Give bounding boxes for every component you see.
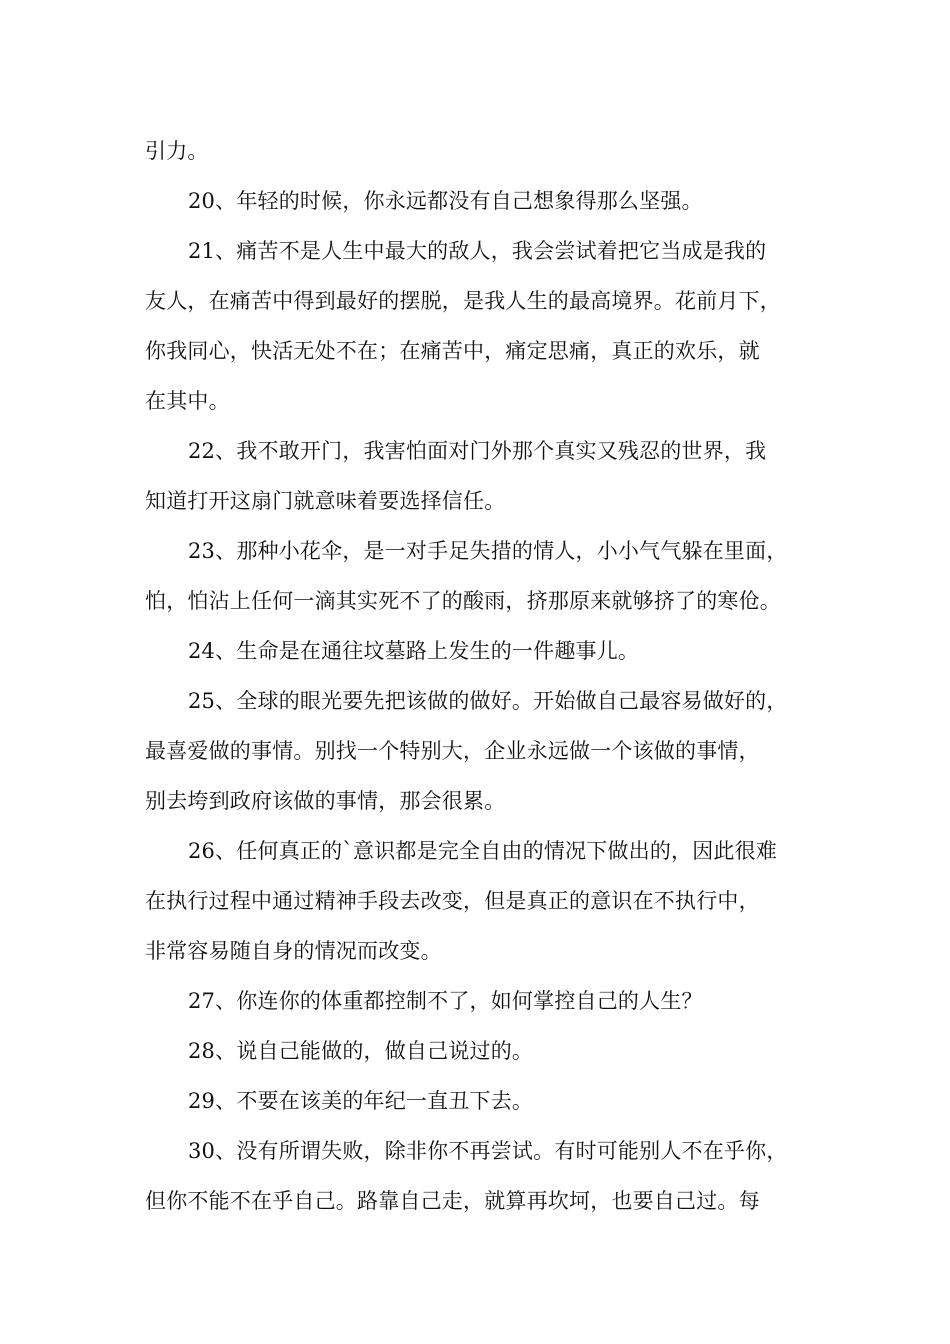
text-line: 非常容易随自身的情况而改变。: [145, 939, 442, 963]
quote-26-line: 26、任何真正的`意识都是完全自由的情况下做出的，因此很难: [188, 839, 778, 863]
text-line: 引力。: [145, 139, 209, 163]
text-line: 别去垮到政府该做的事情，那会很累。: [145, 789, 506, 813]
text-line: 最喜爱做的事情。别找一个特别大，企业永远做一个该做的事情，: [145, 739, 760, 763]
quote-27-line: 27、你连你的体重都控制不了，如何掌控自己的人生？: [188, 989, 703, 1013]
text-line: 但你不能不在乎自己。路靠自己走，就算再坎坷，也要自己过。每: [145, 1189, 760, 1213]
quote-30-line: 30、没有所谓失败，除非你不再尝试。有时可能别人不在乎你，: [188, 1139, 788, 1163]
text-line: 你我同心，快活无处不在；在痛苦中，痛定思痛，真正的欢乐，就: [145, 339, 760, 363]
text-line: 知道打开这扇门就意味着要选择信任。: [145, 489, 506, 513]
quote-21-line: 21、痛苦不是人生中最大的敌人，我会尝试着把它当成是我的: [188, 239, 767, 263]
quote-25-line: 25、全球的眼光要先把该做的做好。开始做自己最容易做好的，: [188, 689, 788, 713]
quote-29-line: 29、不要在该美的年纪一直丑下去。: [188, 1089, 534, 1113]
quote-28-line: 28、说自己能做的，做自己说过的。: [188, 1039, 534, 1063]
text-line: 在其中。: [145, 389, 230, 413]
quote-20-line: 20、年轻的时候，你永远都没有自己想象得那么坚强。: [188, 189, 703, 213]
text-line: 友人，在痛苦中得到最好的摆脱，是我人生的最高境界。花前月下，: [145, 289, 781, 313]
quote-23-line: 23、那种小花伞，是一对手足失措的情人，小小气气躲在里面，: [188, 539, 788, 563]
quote-22-line: 22、我不敢开门，我害怕面对门外那个真实又残忍的世界，我: [188, 439, 767, 463]
quote-24-line: 24、生命是在通往坟墓路上发生的一件趣事儿。: [188, 639, 640, 663]
text-line: 怕，怕沾上任何一滴其实死不了的酸雨，挤那原来就够挤了的寒伧。: [145, 589, 781, 613]
text-line: 在执行过程中通过精神手段去改变，但是真正的意识在不执行中，: [145, 889, 760, 913]
